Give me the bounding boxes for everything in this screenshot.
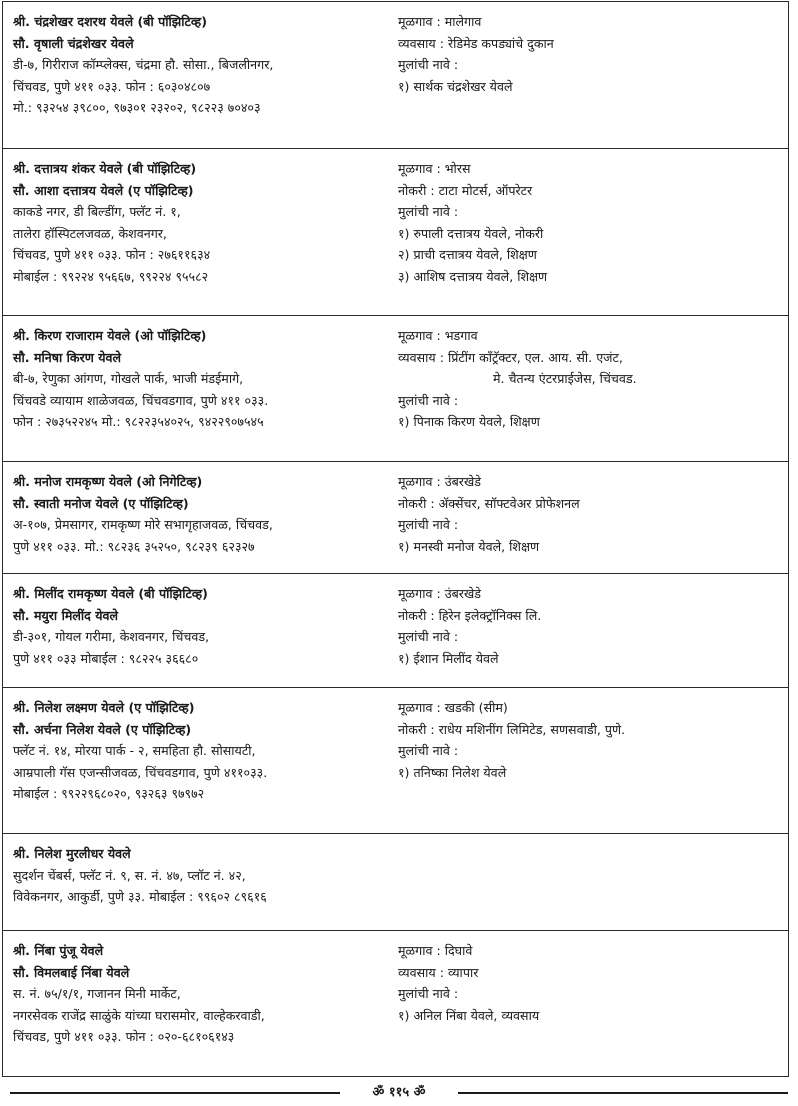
native-and-children bbox=[398, 583, 788, 669]
directory-entry bbox=[3, 315, 788, 461]
family-details bbox=[13, 11, 393, 119]
address-line: मोबाईल : ९९२२४ ९५६६७, ९९२२४ ९५५८२ bbox=[13, 268, 209, 284]
info-line: मूळगाव : भोरस bbox=[398, 161, 471, 176]
info-line: १) ईशान मिलींद येवले bbox=[398, 650, 499, 666]
footer-rule-left bbox=[10, 1092, 340, 1094]
address-line: बी-७, रेणुका आंगण, गोखले पार्क, भाजी मंडईमागे, bbox=[13, 371, 244, 387]
head-name: श्री. किरण राजाराम येवले (ओ पॉझिटिव्ह) bbox=[13, 328, 207, 343]
info-line: मूळगाव : मालेगाव bbox=[398, 14, 482, 29]
head-name: श्री. निलेश मुरलीधर येवले bbox=[13, 846, 131, 861]
directory-entry bbox=[3, 930, 788, 1078]
address-line: फोन : २७३५२२४५ मो.: ९८२२३५४०२५, ९४२२९०७५४५ bbox=[13, 414, 264, 430]
info-line: मूळगाव : दिघावे bbox=[398, 943, 473, 958]
family-details bbox=[13, 940, 393, 1048]
footer-rule-right bbox=[458, 1092, 788, 1094]
head-name: श्री. दत्तात्रय शंकर येवले (बी पॉझिटिव्ह) bbox=[13, 161, 197, 176]
directory-entry bbox=[3, 833, 788, 930]
spouse-name: सौ. आशा दत्तात्रय येवले (ए पॉझिटिव्ह) bbox=[13, 182, 194, 198]
head-name: श्री. मनोज रामकृष्ण येवले (ओ निगेटिव्ह) bbox=[13, 474, 203, 489]
spouse-name: सौ. वृषाली चंद्रशेखर येवले bbox=[13, 35, 134, 51]
info-line: १) सार्थक चंद्रशेखर येवले bbox=[398, 78, 513, 94]
address-line: नगरसेवक राजेंद्र साळुंके यांच्या घरासमोर, वाल्हेकरवाडी, bbox=[13, 1007, 265, 1023]
info-line: मूळगाव : खडकी (सीम) bbox=[398, 700, 508, 715]
info-line: मुलांची नावे : bbox=[398, 986, 459, 1002]
info-line: २) प्राची दत्तात्रय येवले, शिक्षण bbox=[398, 247, 537, 263]
info-line: मुलांची नावे : bbox=[398, 57, 459, 73]
address-line: मो.: ९३२५४ ३९८००, ९७३०१ २३२०२, ९८२२३ ७०४०३ bbox=[13, 100, 261, 116]
directory-entry bbox=[3, 2, 788, 148]
address-line: अ-१०७, प्रेमसागर, रामकृष्ण मोरे सभागृहाजवळ, चिंचवड, bbox=[13, 517, 273, 533]
directory-entry bbox=[3, 461, 788, 573]
address-line: काकडे नगर, डी बिल्डींग, फ्लॅट नं. १, bbox=[13, 204, 181, 220]
spouse-name: सौ. मयुरा मिलींद येवले bbox=[13, 607, 119, 623]
spouse-name: सौ. अर्चना निलेश येवले (ए पॉझिटिव्ह) bbox=[13, 721, 192, 737]
address-line: चिंचवड, पुणे ४११ ०३३. फोन : २७६११६३४ bbox=[13, 247, 211, 263]
address-line: चिंचवड, पुणे ४११ ०३३. फोन : ०२०-६८१०६१४३ bbox=[13, 1029, 235, 1045]
native-and-children bbox=[398, 158, 788, 288]
family-details bbox=[13, 843, 393, 908]
spouse-name: सौ. मनिषा किरण येवले bbox=[13, 349, 122, 365]
address-line: चिंचवडे व्यायाम शाळेजवळ, चिंचवडगाव, पुणे ४११ ०३३. bbox=[13, 392, 269, 408]
native-and-children bbox=[398, 11, 788, 97]
family-details bbox=[13, 325, 393, 433]
info-line: १) तनिष्का निलेश येवले bbox=[398, 764, 507, 780]
info-line: मे. चैतन्य एंटरप्राईजेस, चिंचवड. bbox=[493, 371, 637, 387]
page-number: ॐ ११५ ॐ bbox=[372, 1085, 426, 1100]
address-line: सुदर्शन चेंबर्स, फ्लॅट नं. ९, स. नं. ४७, प्लॉट नं. ४२, bbox=[13, 867, 246, 883]
page-footer bbox=[10, 1083, 788, 1103]
info-line: मुलांची नावे : bbox=[398, 517, 459, 533]
address-line: चिंचवड, पुणे ४११ ०३३. फोन : ६०३०४८०७ bbox=[13, 78, 211, 94]
info-line: व्यवसाय : रेडिमेड कपड्यांचे दुकान bbox=[398, 35, 554, 51]
family-details bbox=[13, 697, 393, 805]
head-name: श्री. चंद्रशेखर दशरथ येवले (बी पॉझिटिव्ह) bbox=[13, 14, 207, 29]
address-line: तालेरा हॉस्पिटलजवळ, केशवनगर, bbox=[13, 225, 167, 241]
info-line: मुलांची नावे : bbox=[398, 392, 459, 408]
info-line: १) अनिल निंबा येवले, व्यवसाय bbox=[398, 1007, 540, 1023]
info-line: व्यवसाय : प्रिंटींग कॉंट्रॅक्टर, एल. आय. सी. एजंट, bbox=[398, 349, 623, 365]
info-line: ३) आशिष दत्तात्रय येवले, शिक्षण bbox=[398, 268, 548, 284]
directory-entry bbox=[3, 687, 788, 833]
info-line: मुलांची नावे : bbox=[398, 629, 459, 645]
directory-entry bbox=[3, 148, 788, 315]
address-line: डी-७, गिरीराज कॉम्प्लेक्स, चंद्रमा हौ. सोसा., बिजलीनगर, bbox=[13, 57, 274, 73]
address-line: डी-३०१, गोयल गरीमा, केशवनगर, चिंचवड, bbox=[13, 629, 210, 645]
family-details bbox=[13, 158, 393, 288]
info-line: मूळगाव : उंबरखेडे bbox=[398, 474, 481, 489]
info-line: मूळगाव : भडगाव bbox=[398, 328, 478, 343]
family-details bbox=[13, 471, 393, 557]
family-details bbox=[13, 583, 393, 669]
native-and-children bbox=[398, 697, 788, 783]
native-and-children bbox=[398, 940, 788, 1026]
address-line: आम्रपाली गॅस एजन्सीजवळ, चिंचवडगाव, पुणे ४११०३३. bbox=[13, 764, 268, 780]
info-line: व्यवसाय : व्यापार bbox=[398, 964, 479, 980]
info-line: १) मनस्वी मनोज येवले, शिक्षण bbox=[398, 538, 540, 554]
info-line: मुलांची नावे : bbox=[398, 743, 459, 759]
info-line: नोकरी : टाटा मोटर्स, ऑपरेटर bbox=[398, 182, 533, 198]
info-line: १) रुपाली दत्तात्रय येवले, नोकरी bbox=[398, 225, 544, 241]
info-line: नोकरी : ॲक्सेंचर, सॉफ्टवेअर प्रोफेशनल bbox=[398, 495, 580, 511]
native-and-children bbox=[398, 471, 788, 557]
info-line: मूळगाव : उंबरखेडे bbox=[398, 586, 481, 601]
address-line: विवेकनगर, आकुर्डी, पुणे ३३. मोबाईल : ९९६०२ ८९६१६ bbox=[13, 889, 267, 905]
spouse-name: सौ. विमलबाई निंबा येवले bbox=[13, 964, 130, 980]
address-line: स. नं. ७५/१/१, गजानन मिनी मार्केट, bbox=[13, 986, 181, 1002]
info-line: नोकरी : हिरेन इलेक्ट्रॉनिक्स लि. bbox=[398, 607, 542, 623]
head-name: श्री. निलेश लक्ष्मण येवले (ए पॉझिटिव्ह) bbox=[13, 700, 195, 715]
directory-entry bbox=[3, 573, 788, 687]
address-line: पुणे ४११ ०३३ मोबाईल : ९८२२५ ३६६८० bbox=[13, 650, 199, 666]
address-line: फ्लॅट नं. १४, मोरया पार्क - २, समहिता हौ. सोसायटी, bbox=[13, 743, 256, 759]
address-line: मोबाईल : ९९२२९६८०२०, ९३२६३ ९७९७२ bbox=[13, 786, 205, 802]
head-name: श्री. निंबा पुंजू येवले bbox=[13, 943, 104, 958]
info-line: १) पिनाक किरण येवले, शिक्षण bbox=[398, 414, 540, 430]
native-and-children bbox=[398, 325, 788, 433]
directory-frame bbox=[2, 1, 789, 1077]
info-line: मुलांची नावे : bbox=[398, 204, 459, 220]
spouse-name: सौ. स्वाती मनोज येवले (ए पॉझिटिव्ह) bbox=[13, 495, 189, 511]
head-name: श्री. मिलींद रामकृष्ण येवले (बी पॉझिटिव्ह) bbox=[13, 586, 208, 601]
info-line: नोकरी : राधेय मशिनींग लिमिटेड, सणसवाडी, पुणे. bbox=[398, 721, 626, 737]
address-line: पुणे ४११ ०३३. मो.: ९८२३६ ३५२५०, ९८२३९ ६२३२७ bbox=[13, 538, 255, 554]
